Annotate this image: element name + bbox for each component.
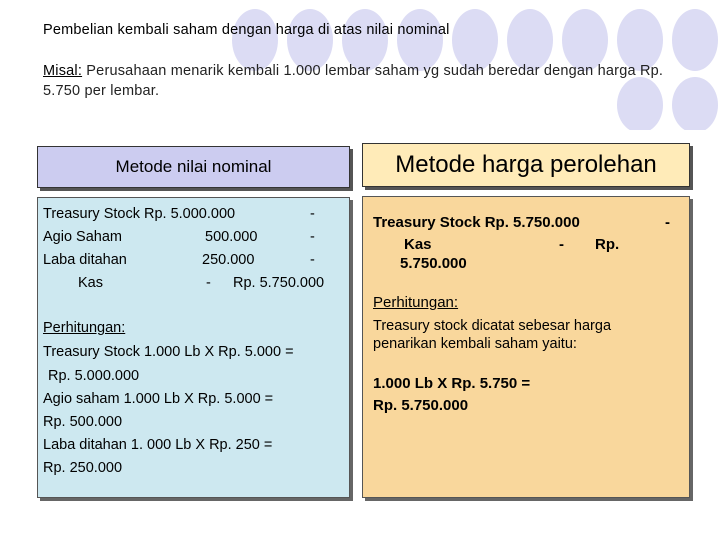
- intro-body: Perusahaan menarik kembali 1.000 lembar saham yg sudah beredar dengan harga Rp. 5.750 per lembar.: [43, 63, 664, 99]
- journal-credit: Rp. 5.750.000: [233, 275, 325, 291]
- journal-line: Treasury Stock Rp. 5.750.000: [373, 214, 580, 231]
- journal-account: Kas: [404, 236, 432, 253]
- journal-debit: 500.000: [205, 229, 258, 245]
- calc-line: Treasury Stock 1.000 Lb X Rp. 5.000 =: [43, 344, 294, 360]
- slide-title: Pembelian kembali saham dengan harga di atas nilai nominal: [43, 22, 450, 38]
- journal-account: Kas: [78, 275, 103, 291]
- journal-account: Treasury Stock Rp. 5.000.000: [43, 206, 236, 222]
- calc-line: Rp. 500.000: [43, 414, 123, 430]
- calc-title: Perhitungan:: [43, 320, 126, 336]
- calc-desc: penarikan kembali saham yaitu:: [373, 336, 577, 352]
- journal-credit: -: [310, 229, 315, 245]
- journal-rp: Rp.: [595, 236, 620, 253]
- calc-line: Agio saham 1.000 Lb X Rp. 5.000 =: [43, 391, 274, 407]
- left-method-header: Metode nilai nominal: [37, 146, 350, 188]
- left-method-panel: [37, 197, 350, 498]
- calc-line: Rp. 250.000: [43, 460, 123, 476]
- calc-result: Rp. 5.750.000: [373, 397, 469, 414]
- intro-text: [43, 61, 703, 101]
- journal-credit: -: [310, 206, 315, 222]
- journal-account: Laba ditahan: [43, 252, 127, 268]
- intro-label: Misal:: [43, 63, 83, 79]
- journal-credit: -: [310, 252, 315, 268]
- right-method-header: Metode harga perolehan: [362, 143, 690, 187]
- calc-line: Laba ditahan 1. 000 Lb X Rp. 250 =: [43, 437, 273, 453]
- journal-dash: -: [665, 214, 670, 231]
- journal-amount: 5.750.000: [400, 255, 467, 272]
- journal-debit: 250.000: [202, 252, 255, 268]
- calc-line: Rp. 5.000.000: [48, 368, 140, 384]
- journal-debit: -: [206, 275, 211, 291]
- calc-title: Perhitungan:: [373, 294, 459, 311]
- journal-account: Agio Saham: [43, 229, 122, 245]
- journal-dash: -: [559, 236, 564, 253]
- right-method-panel: [362, 196, 690, 498]
- calc-result: 1.000 Lb X Rp. 5.750 =: [373, 375, 531, 392]
- calc-desc: Treasury stock dicatat sebesar harga: [373, 318, 612, 334]
